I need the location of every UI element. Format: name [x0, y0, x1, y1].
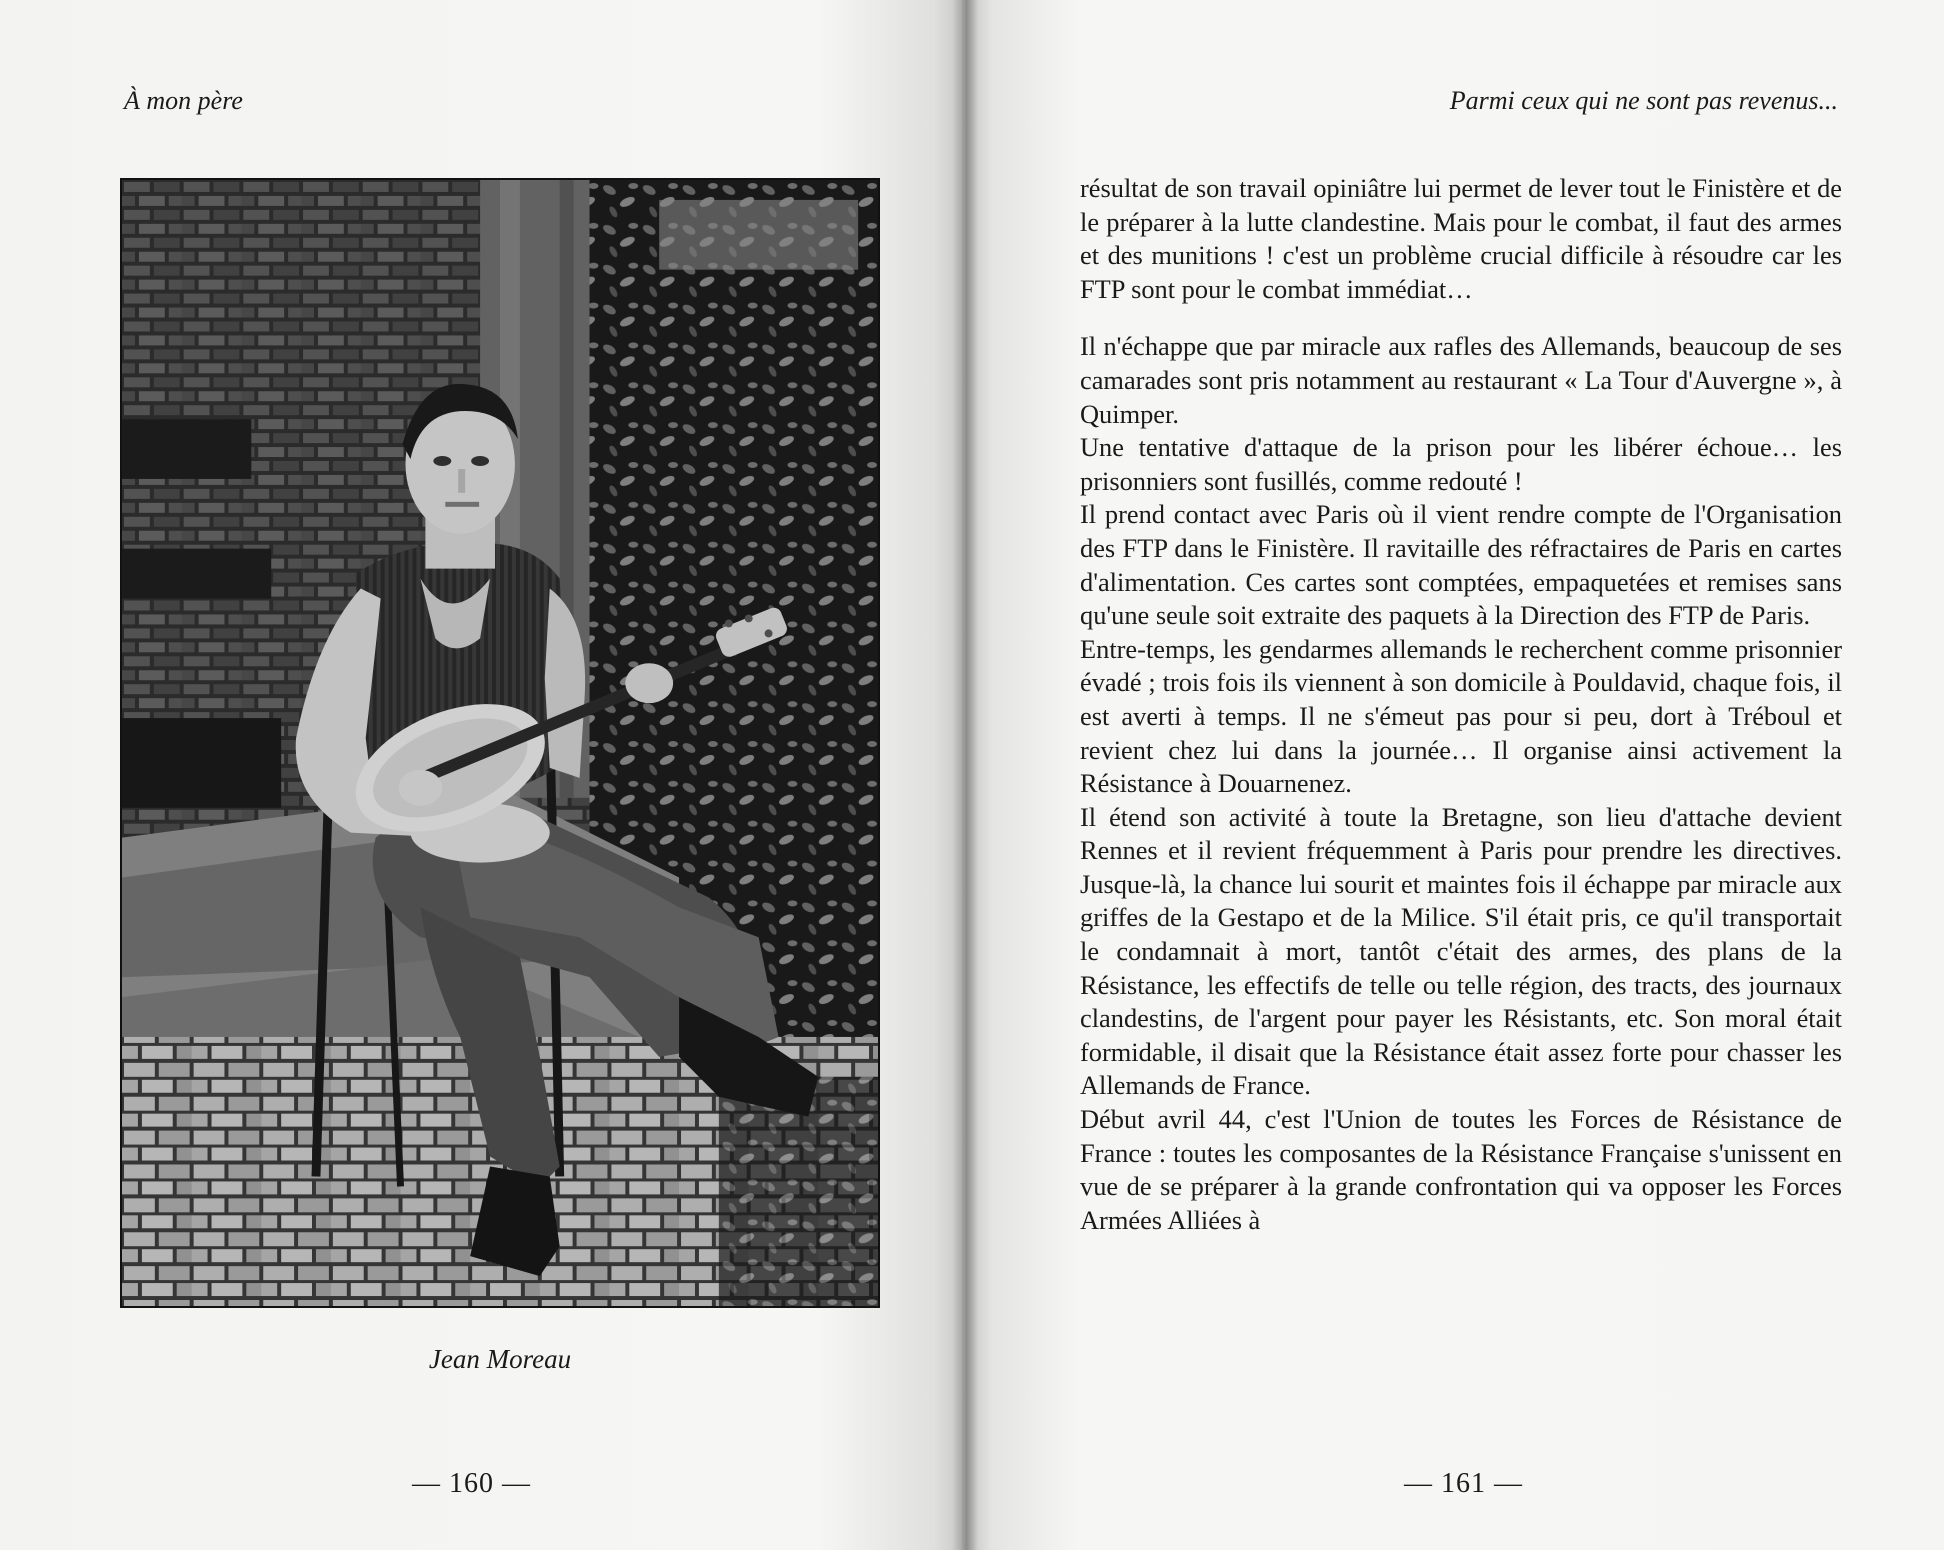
photo-caption: Jean Moreau [428, 1344, 572, 1374]
photograph [120, 178, 880, 1308]
right-page [962, 0, 1944, 1550]
paragraph: Une tentative d'attaque de la prison pour les libérer échoue… les prisonniers sont fusillés, comme redouté ! [1080, 432, 1842, 496]
paragraph: Il étend son activité à toute la Bretagne, son lieu d'attache devient Rennes et il revient fréquemment à Paris pour prendre les directives. Jusque-là, la chance lui sourit et maintes fois il échappe par miracle aux griffes de la Gestapo et de la Milice. S'il était pris, ce qu'il transportait le condamnait à mort, tantôt c'était des armes, des plans de la Résistance, les effectifs de telle ou telle région, des tracts, des journaux clandestins, de l'argent pour payer les Résistants, etc. Son moral était formidable, il disait que la Résistance était assez forte pour chasser les Allemands de France. [1080, 801, 1842, 1101]
page-number-left: — 160 — [412, 1468, 531, 1499]
paragraph: résultat de son travail opiniâtre lui permet de lever tout le Finistère et de le préparer à la lutte clandestine. Mais pour le combat, il faut des armes et des munitions ! c'est un problème crucial difficile à résoudre car les FTP sont pour le combat immédiat… [1080, 173, 1842, 304]
paragraph: Il n'échappe que par miracle aux rafles des Allemands, beaucoup de ses camarades sont pris notamment au restaurant « La Tour d'Auvergne », à Quimper. [1080, 331, 1842, 429]
paragraph: Entre-temps, les gendarmes allemands le recherchent comme prisonnier évadé ; trois fois ils viennent à son domicile à Pouldavid, chaque fois, il est averti à temps. Il ne s'émeut pas pour si peu, dort à Tréboul et revient chez lui dans la journée… Il organise ainsi activement la Résistance à Douarnenez. [1080, 633, 1842, 799]
book-gutter [952, 0, 978, 1550]
left-page [0, 0, 962, 1550]
paragraph: Il prend contact avec Paris où il vient rendre compte de l'Organisation des FTP dans le Finistère. Il ravitaille des réfractaires de Paris en cartes d'alimentation. Ces cartes sont comptées, empaquetées et remises sans qu'une seule soit extraite des paquets à la Direction des FTP de Paris. [1080, 499, 1842, 631]
running-head-left: À mon père [124, 86, 243, 115]
page-number-right: — 161 — [1404, 1468, 1523, 1499]
running-head-right: Parmi ceux qui ne sont pas revenus... [1449, 86, 1838, 115]
paragraph: Début avril 44, c'est l'Union de toutes les Forces de Résistance de France : toutes les composantes de la Résistance Française s'unissent en vue de se préparer à la grande confrontation qui va opposer les Forces Armées Alliées à [1080, 1104, 1842, 1235]
body-text [1080, 172, 1842, 1237]
photo-illustration [122, 180, 878, 1306]
